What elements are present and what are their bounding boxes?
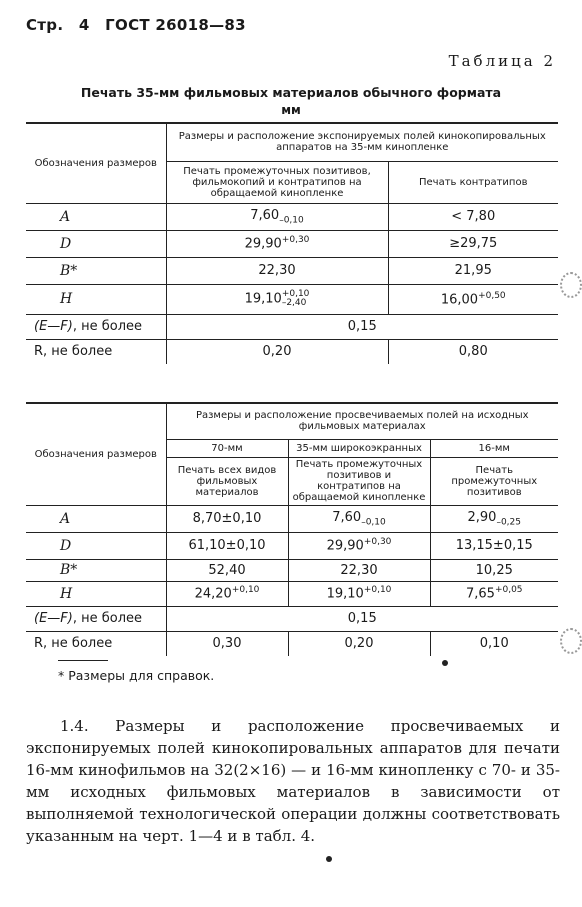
cell-value: 22,30 (166, 257, 388, 284)
row-symbol: D (60, 235, 72, 252)
standard-code: ГОСТ 26018—83 (105, 16, 246, 34)
punch-hole-mark (560, 628, 582, 654)
cell-value: 10,25 (430, 559, 558, 581)
table-label: Таблица 2 (448, 52, 556, 70)
cell-value: $24,20^{+0,10}$ (166, 581, 288, 606)
cell-value: < 7,80 (388, 203, 558, 230)
table-row (26, 581, 558, 606)
table-source-materials (26, 402, 558, 656)
footnote: * Размеры для справок. (58, 668, 215, 683)
table-row (26, 559, 558, 581)
paragraph-1-4: 1.4. Размеры и расположение просвечиваемых и экспонируемых полей кинокопировальных аппаратов для печати 16-мм кинофильмов на 32(2×16) — и 16-мм кинопленку с 70- и 35-мм исходных фильмовых материалов в зависимости от выполняемой технологической операции должны соответствовать указанным на черт. 1—4 и в табл. 4. (26, 717, 560, 845)
cell-value: 13,15±0,15 (430, 532, 558, 559)
cell-value: 0,15 (166, 314, 558, 339)
cell-value: 0,20 (166, 339, 388, 364)
row-symbol: D (60, 537, 72, 554)
table-row (26, 339, 558, 364)
table-row (26, 230, 558, 257)
footnote-divider (58, 660, 108, 661)
designation-header: Обозначения размеров (26, 123, 166, 203)
row-label: (E—F), не более (34, 611, 143, 626)
row-symbol: B* (60, 562, 78, 578)
row-label: R, не более (34, 636, 113, 652)
cell-value: 61,10±0,10 (166, 532, 288, 559)
cell-value: 52,40 (166, 559, 288, 581)
cell-value: $19,10^{+0,10}$ (288, 581, 430, 606)
table-caption: Печать 35-мм фильмовых материалов обычного формата (80, 85, 502, 100)
row-symbol: H (60, 291, 73, 307)
header-35mm: 35-мм широкоэкранных (288, 439, 430, 457)
designation-header: Обозначения размеров (26, 403, 166, 505)
table-row (26, 532, 558, 559)
row-symbol: B* (60, 262, 78, 279)
header-16mm: 16-мм (430, 439, 558, 457)
subheader-35mm: Печать промежуточных позитивов и контратипов на обращаемой кинопленке (288, 457, 430, 505)
ink-dot (442, 660, 448, 666)
page-prefix: Стр. (26, 16, 64, 34)
table-row (26, 631, 558, 656)
cell-value: $29,90^{+0,30}$ (166, 230, 388, 257)
cell-value: 8,70±0,10 (166, 505, 288, 532)
cell-value: $7,60_{-0,10}$ (166, 203, 388, 230)
table-35mm-exposed (26, 122, 558, 364)
cell-value: 22,30 (288, 559, 430, 581)
cell-value: 0,10 (430, 631, 558, 656)
cell-value: 0,30 (166, 631, 288, 656)
table-row (26, 314, 558, 339)
row-symbol: A (60, 208, 71, 225)
punch-hole-mark (560, 272, 582, 298)
table-row (26, 284, 558, 314)
row-symbol: A (60, 510, 71, 527)
cell-value: $29,90^{+0,30}$ (288, 532, 430, 559)
cell-value: $7,65^{+0,05}$ (430, 581, 558, 606)
table-row (26, 606, 558, 631)
table-units: мм (281, 103, 301, 117)
cell-value: 19,10+0,10 –2,40 (166, 284, 388, 314)
cell-value: 0,15 (166, 606, 558, 631)
table-row (26, 203, 558, 230)
subheader-2: Печать контратипов (388, 161, 558, 203)
subheader-70mm: Печать всех видов фильмовых материалов (166, 457, 288, 505)
row-symbol: H (60, 585, 73, 602)
cell-value: ≥29,75 (388, 230, 558, 257)
subheader-1: Печать промежуточных позитивов, фильмокопий и контратипов на обращаемой кинопленке (166, 161, 388, 203)
group-header: Размеры и расположение экспонируемых полей кинокопировальных аппаратов на 35-мм кинопленке (166, 123, 558, 161)
cell-value: 0,20 (288, 631, 430, 656)
table-row (26, 505, 558, 532)
cell-value: $16,00^{+0,50}$ (388, 284, 558, 314)
cell-value: $7,60_{-0,10}$ (288, 505, 430, 532)
subheader-16mm: Печать промежуточных позитивов (430, 457, 558, 505)
page-header (26, 16, 256, 34)
page-number: 4 (78, 16, 90, 34)
row-label: (E—F), не более (34, 319, 143, 334)
cell-value: 21,95 (388, 257, 558, 284)
header-70mm: 70-мм (166, 439, 288, 457)
table-row (26, 257, 558, 284)
cell-value: 0,80 (388, 339, 558, 364)
row-label: R, не более (34, 344, 113, 360)
ink-dot (326, 856, 332, 862)
cell-value: $2,90_{-0,25}$ (430, 505, 558, 532)
group-header: Размеры и расположение просвечиваемых полей на исходных фильмовых материалах (166, 403, 558, 439)
